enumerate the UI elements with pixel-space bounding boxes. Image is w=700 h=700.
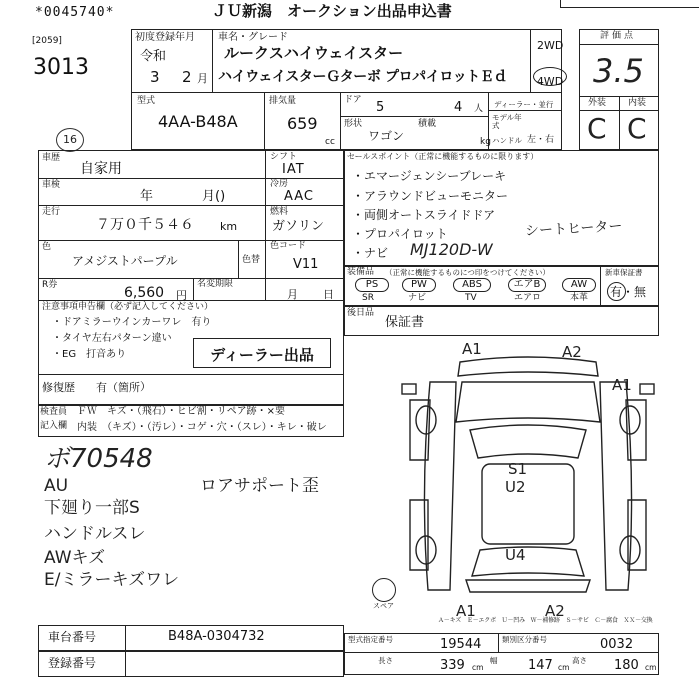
stock-number: *0045740* bbox=[35, 5, 115, 20]
class-no: 0032 bbox=[600, 637, 634, 652]
usage-value: 自家用 bbox=[80, 161, 122, 177]
navi-model: MJ120D-W bbox=[410, 240, 493, 259]
damage-legend: Ａ－キズ Ｅ－エクボ Ｕ－凹み Ｗ－補修跡 Ｓ－サビ Ｃ－腐食 ＸＸ－交換 bbox=[438, 617, 653, 624]
inspection-year: 年 bbox=[140, 189, 154, 204]
sales-point-3: ・両側オートスライドドア bbox=[352, 208, 496, 222]
width-value: 147 bbox=[528, 658, 553, 673]
vehicle-grade: ハイウェイスターＧターボ プロパイロットＥｄ bbox=[218, 69, 508, 85]
warranty-value: 有・無 bbox=[610, 285, 647, 299]
chassis-label: 車台番号 bbox=[48, 630, 97, 644]
equip-aero: エアロ bbox=[514, 293, 542, 303]
note-line-2: ・タイヤ左右パターン違い bbox=[52, 333, 172, 344]
drive-2wd: 2WD bbox=[537, 39, 564, 52]
warranty-circle bbox=[607, 282, 626, 301]
handwritten-note-3: AWキズ bbox=[44, 548, 106, 568]
mileage-label: 走行 bbox=[42, 207, 61, 217]
shift-value: IAT bbox=[282, 162, 305, 177]
name-change-label: 名変期限 bbox=[197, 279, 234, 289]
reg-month-unit: 月 bbox=[197, 72, 208, 85]
displacement-value: 659 bbox=[287, 114, 318, 133]
mileage-value: ７万０千５４６ bbox=[96, 217, 194, 233]
handwritten-rear-support: ロアサポート歪 bbox=[200, 476, 319, 496]
lot-circle-value: 16 bbox=[63, 133, 77, 146]
inspection-month: 月() bbox=[202, 189, 226, 204]
dealer-label: ディーラー・並行 bbox=[494, 100, 554, 109]
warranty-label: 新車保証書 bbox=[605, 268, 643, 277]
score-value: 3.5 bbox=[593, 52, 644, 90]
height-unit: cm bbox=[645, 663, 657, 672]
equip-aw: AW bbox=[562, 278, 596, 292]
usage-label: 車歴 bbox=[42, 153, 61, 163]
sales-point-5: ・ナビ bbox=[352, 246, 389, 260]
handwritten-au: AU bbox=[44, 476, 69, 496]
repair-value: 有（箇所 bbox=[96, 381, 140, 394]
equip-navi: ナビ bbox=[408, 293, 427, 303]
seats-value: 4 bbox=[454, 100, 463, 115]
ac-label: 冷房 bbox=[270, 179, 289, 189]
reg-number-label: 登録番号 bbox=[48, 656, 97, 670]
vehicle-name-label: 車名・グレード bbox=[218, 32, 288, 43]
body-label: 形状 bbox=[344, 119, 363, 129]
handle-value: 左・右 bbox=[527, 135, 555, 145]
equip-ps: PS bbox=[355, 278, 389, 292]
equipment-label: 装備品 bbox=[347, 267, 375, 277]
era: 令和 bbox=[140, 49, 167, 64]
handwritten-note-1: 下廻り一部S bbox=[44, 498, 140, 518]
reg-month: 2 bbox=[182, 68, 192, 86]
kg-unit: kg bbox=[480, 137, 491, 147]
equip-tv: TV bbox=[465, 293, 477, 303]
handwritten-note-4: E/ミラーキズワレ bbox=[44, 570, 180, 590]
width-label: 幅 bbox=[490, 656, 498, 665]
color-label: 色 bbox=[42, 242, 52, 252]
model-year-label: モデル年式 bbox=[492, 113, 522, 131]
cc-unit: cc bbox=[325, 137, 335, 147]
name-change-month: 月 bbox=[287, 288, 298, 301]
recycle-label: R券 bbox=[42, 280, 58, 290]
equip-sr: SR bbox=[362, 293, 374, 303]
reg-year: 3 bbox=[150, 68, 160, 86]
recycle-value: 6,560 bbox=[124, 285, 165, 301]
width-unit: cm bbox=[558, 663, 570, 672]
ac-value: AAC bbox=[284, 189, 314, 204]
equip-airbag: エアB bbox=[508, 278, 546, 292]
mark-roof-s1: S1 bbox=[508, 460, 528, 478]
height-value: 180 bbox=[614, 658, 639, 673]
handle-label: ハンドル bbox=[492, 136, 522, 145]
equipment-note: （正常に機能するものにつ印をつけてください） bbox=[385, 268, 550, 277]
handwritten-vin-note: ボ70548 bbox=[44, 444, 153, 474]
displacement-label: 排気量 bbox=[269, 96, 297, 106]
mark-right-mirror: A1 bbox=[612, 376, 632, 394]
type-no-label: 型式指定番号 bbox=[348, 635, 393, 644]
lot-circle-number bbox=[56, 128, 84, 152]
drive-4wd-circle bbox=[533, 67, 567, 86]
note-line-1: ・ドアミラーウインカーワレ 有り bbox=[52, 317, 212, 328]
sales-point-1: ・エマージェンシーブレーキ bbox=[352, 169, 507, 183]
lot-ref: [2059] bbox=[32, 36, 62, 46]
spare-label: スペア bbox=[373, 602, 394, 610]
form-title: ＪＵ新潟 オークション出品申込書 bbox=[212, 2, 452, 20]
color-value: アメジストパープル bbox=[72, 254, 178, 268]
lot-number: 3013 bbox=[33, 55, 89, 80]
sales-point-2: ・アラウンドビューモニター bbox=[352, 189, 509, 203]
spare-tire bbox=[372, 578, 396, 602]
length-value: 339 bbox=[440, 658, 465, 673]
fuel-label: 燃料 bbox=[270, 207, 289, 217]
equip-pw: PW bbox=[402, 278, 436, 292]
model-value: 4AA-B48A bbox=[158, 112, 238, 131]
mark-front-right: A2 bbox=[562, 343, 582, 361]
mark-rear-right: A2 bbox=[545, 602, 565, 620]
chassis-value: B48A-0304732 bbox=[168, 629, 265, 644]
fuel-value: ガソリン bbox=[272, 219, 325, 234]
color-code: V11 bbox=[293, 257, 319, 272]
dealer-stamp bbox=[193, 338, 331, 368]
type-no: 19544 bbox=[440, 637, 482, 652]
first-registration-label: 初度登録年月 bbox=[135, 32, 195, 43]
doors-label: ドア bbox=[344, 95, 362, 105]
equip-abs: ABS bbox=[453, 278, 491, 292]
dealer-stamp-text: ディーラー出品 bbox=[210, 346, 314, 364]
checklist-label-1: 検査員 bbox=[40, 407, 68, 417]
shift-label: シフト bbox=[270, 152, 298, 162]
vehicle-name: ルークスハイウェイスター bbox=[224, 44, 404, 62]
color-change-label: 色替 bbox=[242, 255, 261, 265]
interior-label: 内装 bbox=[628, 98, 647, 108]
mark-rear-left: A1 bbox=[456, 602, 476, 620]
mark-rear-u4: U4 bbox=[505, 546, 526, 564]
mileage-unit: km bbox=[220, 220, 238, 233]
inspection-label: 車検 bbox=[42, 180, 61, 190]
length-unit: cm bbox=[472, 663, 484, 672]
checklist-label-2: 記入欄 bbox=[40, 421, 68, 431]
handwritten-note-2: ハンドルスレ bbox=[44, 524, 146, 544]
rear-items-label: 後日品 bbox=[347, 308, 375, 318]
checklist-row-1: ＦＷ キズ・（飛石）・ヒビ割・リペア跡・×要 bbox=[77, 406, 285, 417]
score-label: 評価点 bbox=[600, 31, 637, 41]
model-label: 型式 bbox=[137, 96, 156, 106]
header-corner-rule bbox=[560, 0, 699, 8]
checklist-row-2: 内装 （キズ）・（汚レ）・コゲ・穴・（スレ）・キレ・破レ bbox=[77, 422, 327, 433]
recycle-unit: 円 bbox=[176, 289, 187, 302]
seats-unit: 人 bbox=[474, 104, 484, 114]
mark-front-left: A1 bbox=[462, 340, 482, 358]
note-line-3: ・EG 打音あり bbox=[52, 349, 127, 360]
drive-4wd: 4WD bbox=[536, 75, 564, 88]
interior-score: C bbox=[627, 112, 647, 145]
exterior-label: 外装 bbox=[588, 98, 607, 108]
sales-point-4: ・プロパイロット bbox=[352, 227, 448, 241]
name-change-day: 日 bbox=[323, 288, 334, 301]
rear-items-value: 保証書 bbox=[385, 315, 425, 330]
color-code-label: 色コード bbox=[270, 241, 307, 251]
repair-label: 修復歴 bbox=[42, 381, 75, 394]
repair-close-paren: ） bbox=[140, 380, 151, 393]
class-no-label: 類別区分番号 bbox=[502, 635, 547, 644]
load-label: 積載 bbox=[418, 119, 437, 129]
sales-points-label: セールスポイント（正常に機能するものに限ります） bbox=[347, 152, 539, 161]
seat-heater-note: シートヒーター bbox=[524, 218, 623, 240]
mark-roof-u2: U2 bbox=[505, 478, 526, 496]
equip-leather: 本革 bbox=[570, 293, 589, 303]
doors-value: 5 bbox=[376, 100, 385, 115]
body-value: ワゴン bbox=[368, 129, 405, 143]
height-label: 高さ bbox=[572, 656, 587, 665]
exterior-score: C bbox=[587, 112, 607, 145]
length-label: 長さ bbox=[378, 656, 393, 665]
notes-label: 注意事項申告欄（必ず記入してください） bbox=[42, 302, 214, 312]
